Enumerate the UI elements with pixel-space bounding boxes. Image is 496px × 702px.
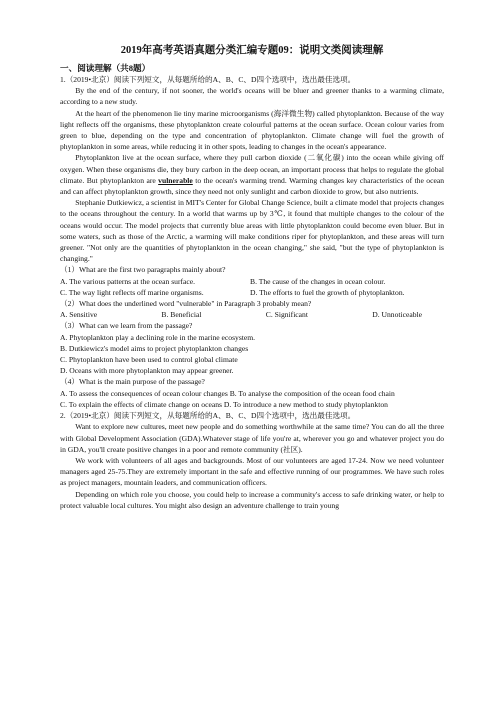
- underlined-word-vulnerable: vulnerable: [158, 175, 193, 185]
- option-1d: D. The efforts to fuel the growth of phytoplankton.: [250, 287, 405, 297]
- question-header-2: 2.（2019•北京）阅读下列短文，从每题所给的A、B、C、D四个选项中，选出最佳选项。: [60, 411, 356, 421]
- options-4cd: C. To explain the effects of climate change on oceans D. To introduce a new method to study phytoplankton: [60, 399, 388, 409]
- passage1-paragraph-3: [60, 152, 444, 197]
- question-header-1: 1.（2019•北京）阅读下列短文，从每题所给的A、B、C、D四个选项中，选出最佳选项。: [60, 75, 356, 84]
- question-1: （1）What are the first two paragraphs mainly about?: [60, 265, 226, 275]
- question-4: （4）What is the main purpose of the passage?: [60, 377, 205, 387]
- question-2: （2）What does the underlined word "vulnerable" in Paragraph 3 probably mean?: [60, 299, 312, 309]
- passage2-paragraph-1: Want to explore new cultures, meet new people and do something worthwhile at the same time? You can do all the three with Global Development Association (GDA).Whatever stage of life you're at, wherever you go and whatever project you do in GDA, you'll create positive changes in a poor and remote community (社区).: [60, 422, 444, 454]
- passage1-paragraph-1: By the end of the century, if not sooner, the world's oceans will be bluer and greener thanks to a warming climate, according to a new study.: [60, 86, 444, 107]
- p3-text-a: Phytoplankton live at the ocean surface, where they pull carbon dioxide (二氧化碳) into the ocean while giving off oxygen. When these organisms die, they bury carbon in the deep ocean, an important process that helps to regulate the global climate. But phytoplankton are: [60, 153, 444, 185]
- option-1a: A. The various patterns at the ocean surface.: [60, 276, 196, 286]
- p3-text-b: to the ocean's warming trend. Warming changes key characteristics of the ocean and can affect phytoplankton growth, since they need not only sunlight and carbon dioxide to grow, but also nutrients.: [60, 175, 445, 197]
- option-2b: B. Beneficial: [161, 310, 202, 320]
- question-3: （3）What can we learn from the passage?: [60, 321, 193, 331]
- question-1-options-row-1: [60, 276, 444, 287]
- passage2-paragraph-2: We work with volunteers of all ages and backgrounds. Most of our volunteers are aged 17-24. Now we need volunteer managers aged 25-75.They are extremely important in the safe and effective running of our programmes. We have such roles as project managers, mountain leaders, and communication officers.: [60, 455, 444, 488]
- option-3d: D. Oceans with more phytoplankton may appear greener.: [60, 366, 234, 376]
- option-2a: A. Sensitive: [60, 310, 98, 320]
- question-1-options-row-2: [60, 287, 444, 298]
- option-3b: B. Dutkiewicz's model aims to project phytoplankton changes: [60, 343, 249, 353]
- option-2c: C. Significant: [265, 310, 308, 320]
- option-1b: B. The cause of the changes in ocean colour.: [250, 276, 386, 286]
- option-3a: A. Phytoplankton play a declining role in the marine ecosystem.: [60, 332, 256, 342]
- option-3c: C. Phytoplankton have been used to control global climate: [60, 355, 238, 365]
- options-4ab: A. To assess the consequences of ocean colour changes B. To analyse the composition of the ocean food chain: [60, 388, 395, 398]
- question-2-options: [60, 309, 444, 320]
- option-2d: D. Unnoticeable: [372, 310, 422, 320]
- passage1-paragraph-2: At the heart of the phenomenon lie tiny marine microorganisms (海洋微生物) called phytoplankton. Because of the way light reflects off the organisms, these phytoplankton create colourful patterns at the ocean surface. Ocean colour varies from green to blue, depending on the type and concentration of phytoplankton. Climate change will fuel the growth of phytoplankton in some areas, while reducing it in other spots, leading to changes in the ocean's appearance.: [60, 108, 444, 152]
- passage1-paragraph-4: Stephanie Dutkiewicz, a scientist in MIT's Center for Global Change Science, built a climate model that projects changes to the oceans throughout the century. In a world that warms up by 3℃, it found that multiple changes to the colour of the oceans would occur. The model projects that currently blue areas with little phytoplankton could become even bluer. But in some waters, such as those of the Arctic, a warming will make conditions riper for phytoplankton, and these areas will turn greener. "Not only are the quantities of phytoplankton in the ocean changing," she said, "but the type of phytoplankton is changing.": [60, 198, 444, 264]
- passage2-paragraph-3: Depending on which role you choose, you could help to increase a community's access to safe drinking water, or help to protect valuable local cultures. You might also design an adventure challenge to train young: [60, 489, 444, 510]
- section-heading: 一、阅读理解（共8题）: [60, 63, 151, 73]
- option-1c: C. The way light reflects off marine organisms.: [60, 287, 204, 297]
- document-title: 2019年高考英语真题分类汇编专题09：说明文类阅读理解: [120, 45, 384, 56]
